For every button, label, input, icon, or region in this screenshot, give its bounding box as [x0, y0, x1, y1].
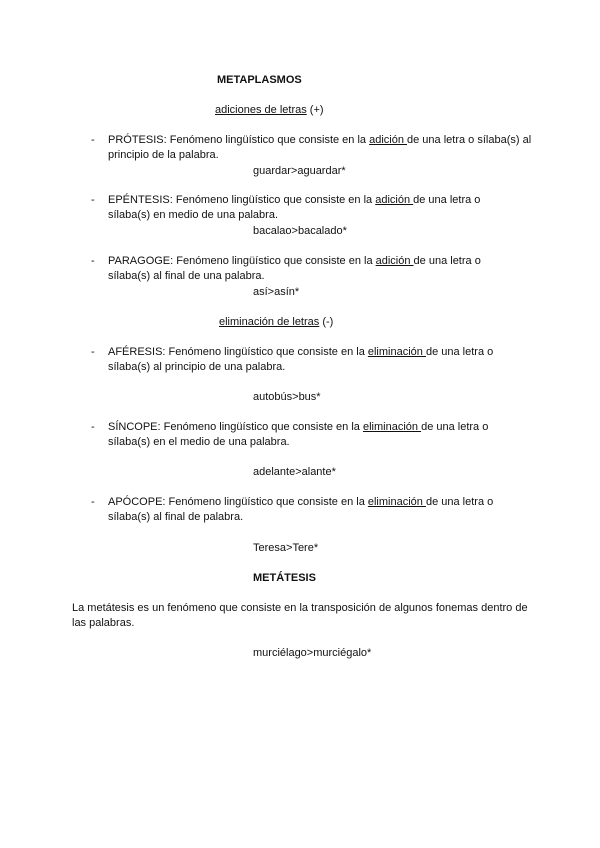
item-text: de una letra o sílaba(s) al principio de la palabra.: [108, 134, 532, 161]
bullet-dash: -: [91, 421, 95, 433]
bullet-dash: -: [91, 194, 95, 206]
item-text: de una letra o sílaba(s) al final de una palabra.: [108, 255, 481, 282]
metatesis-paragraph: La metátesis es un fenómeno que consiste en la transposición de algunos fonemas dentro de las palabras.: [72, 602, 528, 629]
example-text: bacalao>bacalado*: [253, 225, 347, 237]
item-text: de una letra o sílaba(s) en medio de una palabra.: [108, 194, 481, 221]
item-text: : Fenómeno lingüístico que consiste en la: [163, 134, 370, 146]
list-item-aferesis: [108, 345, 508, 375]
term: AFÉRESIS: [108, 346, 163, 358]
item-text: de una letra o sílaba(s) en el medio de una palabra.: [108, 421, 489, 448]
term: PARAGOGE: [108, 255, 171, 267]
term: APÓCOPE: [108, 496, 163, 508]
list-item-protesis: [108, 133, 538, 163]
item-text: de una letra o sílaba(s) al final de palabra.: [108, 496, 494, 523]
list-item-paragoge: [108, 254, 493, 284]
example-text: así>asín*: [253, 286, 300, 298]
keyword-link[interactable]: eliminación: [367, 496, 426, 508]
list-item-apocope: [108, 495, 508, 525]
bullet-dash: -: [91, 346, 95, 358]
keyword-link[interactable]: eliminación: [367, 346, 426, 358]
keyword-link[interactable]: adición: [375, 255, 414, 267]
elimination-heading-suffix: (-): [319, 316, 334, 328]
item-text: : Fenómeno lingüístico que consiste en la: [162, 496, 368, 508]
item-text: : Fenómeno lingüístico que consiste en la: [157, 421, 363, 433]
page-title: METAPLASMOS: [217, 74, 302, 86]
list-item-epentesis: [108, 193, 493, 223]
example-text: Teresa>Tere*: [253, 542, 319, 554]
item-text: : Fenómeno lingüístico que consiste en la: [162, 346, 368, 358]
additions-heading-suffix: (+): [306, 104, 324, 116]
item-text: : Fenómeno lingüístico que consiste en la: [170, 255, 376, 267]
list-item-sincope: [108, 420, 508, 450]
keyword-link[interactable]: adición: [375, 194, 414, 206]
item-text: de una letra o sílaba(s) al principio de una palabra.: [108, 346, 494, 373]
keyword-link[interactable]: adición: [369, 134, 408, 146]
example-text: adelante>alante*: [253, 466, 336, 478]
metatesis-title: METÁTESIS: [253, 572, 316, 584]
bullet-dash: -: [91, 496, 95, 508]
item-text: : Fenómeno lingüístico que consiste en la: [169, 194, 376, 206]
additions-heading-link[interactable]: adiciones de letras: [215, 104, 307, 116]
example-text: autobús>bus*: [253, 391, 321, 403]
elimination-heading-link[interactable]: eliminación de letras: [219, 316, 320, 328]
elimination-heading: [219, 315, 333, 329]
bullet-dash: -: [91, 134, 95, 146]
keyword-link[interactable]: eliminación: [362, 421, 422, 433]
example-text: murciélago>murciégalo*: [253, 647, 372, 659]
term: SÍNCOPE: [108, 421, 158, 433]
additions-heading: [215, 103, 324, 117]
term: PRÓTESIS: [108, 134, 164, 146]
example-text: guardar>aguardar*: [253, 165, 346, 177]
bullet-dash: -: [91, 255, 95, 267]
term: EPÉNTESIS: [108, 194, 170, 206]
